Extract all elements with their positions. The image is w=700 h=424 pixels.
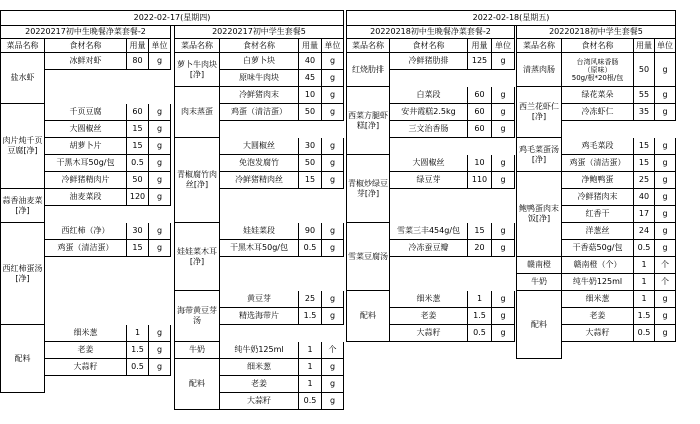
ingredient-unit: g xyxy=(322,376,344,393)
ingredient-name: 细米葱 xyxy=(220,359,299,376)
ingredient-name: 大蒜籽 xyxy=(562,325,634,342)
unit-header: 单位 xyxy=(655,39,676,53)
dish-name: 肉片炖千页 豆腐[净] xyxy=(0,104,45,189)
ingredient-unit: g xyxy=(492,53,515,70)
ingredient-unit: g xyxy=(655,155,676,172)
ingredient-name: 大蒜籽 xyxy=(390,325,468,342)
ingredient-qty: 1 xyxy=(634,257,655,274)
ingredient-qty: 1.5 xyxy=(299,308,322,325)
dish-name-header: 菜品名称 xyxy=(174,39,220,53)
ingredient-unit: g xyxy=(149,104,171,121)
ingredient-name: 油麦菜段 xyxy=(45,189,127,206)
ingredient-unit: 个 xyxy=(655,274,676,291)
ingredient-qty: 15 xyxy=(634,155,655,172)
ingredient-name: 大圆椒丝 xyxy=(390,155,468,172)
dish-name: 西菜方腿虾 糕[净] xyxy=(346,87,390,155)
ingredient-unit: g xyxy=(492,291,515,308)
dish-name: 赣南橙 xyxy=(516,257,562,274)
ingredient-unit: g xyxy=(492,87,515,104)
ingredient-unit: g xyxy=(322,104,344,121)
ingredient-unit: 个 xyxy=(655,257,676,274)
ingredient-name: 洋葱丝 xyxy=(562,223,634,240)
ingredient-name: 干香菇50g/包 xyxy=(562,240,634,257)
dish-name: 肉末蒸蛋 xyxy=(174,87,220,138)
ingredient-qty: 40 xyxy=(634,189,655,206)
ingredient-name: 娃娃菜段 xyxy=(220,223,299,240)
ingredient-qty: 20 xyxy=(468,240,492,257)
date-header-left: 2022-02-17(星期四) xyxy=(0,10,344,26)
dish-name-header: 菜品名称 xyxy=(0,39,45,53)
dish-name: 鸡毛菜蛋汤 [净] xyxy=(516,138,562,172)
dish-name: 牛奶 xyxy=(516,274,562,291)
dish-name: 西兰花虾仁 [净] xyxy=(516,87,562,138)
ingredient-unit: g xyxy=(322,172,344,189)
ingredient-unit: g xyxy=(655,189,676,206)
dish-name: 清蒸肉肠 xyxy=(516,53,562,87)
ingredient-name: 白菜段 xyxy=(390,87,468,104)
ingredient-qty: 80 xyxy=(127,53,149,70)
dish-name: 红烧肋排 xyxy=(346,53,390,87)
ingredient-unit: g xyxy=(322,223,344,240)
ingredient-header: 食材名称 xyxy=(220,39,299,53)
ingredient-qty: 15 xyxy=(127,121,149,138)
ingredient-qty: 90 xyxy=(299,223,322,240)
dish-name: 海带黄豆芽 汤 xyxy=(174,291,220,342)
ingredient-qty: 110 xyxy=(468,172,492,189)
ingredient-qty: 30 xyxy=(127,223,149,240)
ingredient-unit: g xyxy=(492,240,515,257)
ingredient-unit: g xyxy=(322,308,344,325)
ingredient-unit: g xyxy=(322,291,344,308)
ingredient-qty: 25 xyxy=(634,172,655,189)
ingredient-qty: 1 xyxy=(299,359,322,376)
ingredient-name: 精选海带片 xyxy=(220,308,299,325)
ingredient-unit: g xyxy=(322,53,344,70)
ingredient-name: 西红柿（净） xyxy=(45,223,127,240)
ingredient-name: 细米葱 xyxy=(45,325,127,342)
ingredient-qty: 1 xyxy=(299,376,322,393)
ingredient-qty: 60 xyxy=(127,104,149,121)
ingredient-name: 白萝卜块 xyxy=(220,53,299,70)
ingredient-unit: g xyxy=(149,53,171,70)
date-header-right: 2022-02-18(星期五) xyxy=(346,10,676,26)
ingredient-qty: 40 xyxy=(299,53,322,70)
ingredient-unit: g xyxy=(149,138,171,155)
quantity-header: 用量 xyxy=(468,39,492,53)
ingredient-qty: 1.5 xyxy=(634,308,655,325)
ingredient-qty: 0.5 xyxy=(634,240,655,257)
ingredient-name: 绿花菜朵 xyxy=(562,87,634,104)
ingredient-unit: g xyxy=(149,240,171,257)
dish-name: 萝卜牛肉块 [净] xyxy=(174,53,220,87)
ingredient-qty: 0.5 xyxy=(634,325,655,342)
ingredient-qty: 10 xyxy=(468,155,492,172)
ingredient-qty: 50 xyxy=(299,104,322,121)
ingredient-qty: 1 xyxy=(634,274,655,291)
ingredient-name: 纯牛奶125ml xyxy=(220,342,299,359)
ingredient-qty: 0.5 xyxy=(299,240,322,257)
ingredient-qty: 35 xyxy=(634,104,655,121)
ingredient-unit: g xyxy=(492,155,515,172)
ingredient-name: 冷鲜猪肉末 xyxy=(562,189,634,206)
ingredient-qty: 15 xyxy=(299,172,322,189)
ingredient-unit: g xyxy=(492,104,515,121)
ingredient-qty: 15 xyxy=(468,223,492,240)
ingredient-unit: g xyxy=(492,172,515,189)
ingredient-qty: 15 xyxy=(127,138,149,155)
ingredient-qty: 1 xyxy=(299,342,322,359)
ingredient-name: 冷鲜猪肉末 xyxy=(220,87,299,104)
ingredient-qty: 30 xyxy=(299,138,322,155)
ingredient-unit: g xyxy=(322,155,344,172)
ingredient-qty: 60 xyxy=(468,121,492,138)
ingredient-qty: 50 xyxy=(634,53,655,87)
ingredient-name: 黄豆芽 xyxy=(220,291,299,308)
ingredient-name: 雪菜三丰454g/包 xyxy=(390,223,468,240)
menu-title: 20220217初中生晚餐净菜套餐-2 xyxy=(0,26,171,39)
dish-name: 鲍鸭蛋肉末 饭[净] xyxy=(516,172,562,257)
ingredient-name: 细米葱 xyxy=(390,291,468,308)
ingredient-qty: 1 xyxy=(468,291,492,308)
dish-name: 西红柿蛋汤 [净] xyxy=(0,223,45,325)
ingredient-name: 胡萝卜片 xyxy=(45,138,127,155)
quantity-header: 用量 xyxy=(127,39,149,53)
ingredient-name: 大蒜籽 xyxy=(45,359,127,376)
ingredient-name: 冷鲜猪肋排 xyxy=(390,53,468,70)
ingredient-unit: g xyxy=(322,70,344,87)
ingredient-header: 食材名称 xyxy=(390,39,468,53)
ingredient-unit: g xyxy=(655,87,676,104)
ingredient-unit: g xyxy=(655,206,676,223)
dish-name: 雪菜豆腐汤 xyxy=(346,223,390,291)
ingredient-name: 冷鲜猪精肉丝 xyxy=(220,172,299,189)
dish-name: 蒜香油麦菜 [净] xyxy=(0,189,45,223)
ingredient-name: 细米葱 xyxy=(562,291,634,308)
ingredient-name: 台湾风味香肠 （原味） 50g/根*20根/包 xyxy=(562,53,634,87)
ingredient-qty: 1 xyxy=(634,291,655,308)
ingredient-unit: g xyxy=(322,393,344,410)
ingredient-unit: g xyxy=(655,291,676,308)
unit-header: 单位 xyxy=(322,39,344,53)
unit-header: 单位 xyxy=(149,39,171,53)
ingredient-qty: 45 xyxy=(299,70,322,87)
ingredient-unit: 个 xyxy=(322,342,344,359)
ingredient-qty: 0.5 xyxy=(127,155,149,172)
ingredient-unit: g xyxy=(149,342,171,359)
dish-name: 青椒腐竹肉 丝[净] xyxy=(174,138,220,223)
ingredient-qty: 10 xyxy=(299,87,322,104)
dish-name: 娃娃菜木耳 [净] xyxy=(174,223,220,291)
quantity-header: 用量 xyxy=(299,39,322,53)
ingredient-unit: g xyxy=(149,189,171,206)
ingredient-qty: 0.5 xyxy=(299,393,322,410)
dish-name: 配料 xyxy=(0,325,45,393)
ingredient-qty: 15 xyxy=(634,138,655,155)
ingredient-name: 净鲍鸭蛋 xyxy=(562,172,634,189)
dish-name: 配料 xyxy=(174,359,220,410)
ingredient-unit: g xyxy=(322,240,344,257)
dish-name: 盐水虾 xyxy=(0,53,45,104)
ingredient-name: 三文治香肠 xyxy=(390,121,468,138)
dish-name: 牛奶 xyxy=(174,342,220,359)
dish-name-header: 菜品名称 xyxy=(346,39,390,53)
ingredient-unit: g xyxy=(149,325,171,342)
ingredient-unit: g xyxy=(655,138,676,155)
ingredient-qty: 50 xyxy=(127,172,149,189)
ingredient-unit: g xyxy=(149,359,171,376)
menu-title: 20220217初中学生套餐5 xyxy=(174,26,344,39)
ingredient-name: 冰鲜对虾 xyxy=(45,53,127,70)
ingredient-qty: 0.5 xyxy=(468,325,492,342)
ingredient-name: 鸡蛋（清洁蛋） xyxy=(562,155,634,172)
ingredient-qty: 1.5 xyxy=(468,308,492,325)
ingredient-qty: 1.5 xyxy=(127,342,149,359)
ingredient-qty: 25 xyxy=(299,291,322,308)
ingredient-name: 冷鲜猪精肉片 xyxy=(45,172,127,189)
ingredient-name: 干黑木耳50g/包 xyxy=(220,240,299,257)
ingredient-name: 赣南橙（个） xyxy=(562,257,634,274)
dish-name: 配料 xyxy=(346,291,390,342)
menu-title: 20220218初中学生套餐5 xyxy=(516,26,676,39)
ingredient-name: 老姜 xyxy=(220,376,299,393)
ingredient-name: 鸡毛菜段 xyxy=(562,138,634,155)
unit-header: 单位 xyxy=(492,39,515,53)
ingredient-qty: 55 xyxy=(634,87,655,104)
ingredient-unit: g xyxy=(655,308,676,325)
ingredient-qty: 24 xyxy=(634,223,655,240)
ingredient-unit: g xyxy=(149,223,171,240)
ingredient-unit: g xyxy=(655,53,676,87)
quantity-header: 用量 xyxy=(634,39,655,53)
dish-name-header: 菜品名称 xyxy=(516,39,562,53)
ingredient-qty: 120 xyxy=(127,189,149,206)
ingredient-name: 纯牛奶125ml xyxy=(562,274,634,291)
ingredient-unit: g xyxy=(655,172,676,189)
ingredient-unit: g xyxy=(655,240,676,257)
ingredient-name: 安井霞糕2.5kg xyxy=(390,104,468,121)
ingredient-qty: 125 xyxy=(468,53,492,70)
ingredient-name: 鸡蛋（清洁蛋） xyxy=(220,104,299,121)
ingredient-qty: 17 xyxy=(634,206,655,223)
ingredient-name: 老姜 xyxy=(562,308,634,325)
ingredient-name: 大圆椒丝 xyxy=(220,138,299,155)
ingredient-name: 老姜 xyxy=(45,342,127,359)
dish-name: 青椒炒绿豆 芽[净] xyxy=(346,155,390,223)
ingredient-unit: g xyxy=(492,308,515,325)
ingredient-qty: 50 xyxy=(299,155,322,172)
ingredient-unit: g xyxy=(149,155,171,172)
ingredient-unit: g xyxy=(322,87,344,104)
ingredient-header: 食材名称 xyxy=(45,39,127,53)
ingredient-unit: g xyxy=(655,104,676,121)
ingredient-name: 老姜 xyxy=(390,308,468,325)
menu-title: 20220218初中生晚餐净菜套餐-2 xyxy=(346,26,515,39)
ingredient-name: 大蒜籽 xyxy=(220,393,299,410)
ingredient-name: 绿豆芽 xyxy=(390,172,468,189)
ingredient-unit: g xyxy=(322,359,344,376)
ingredient-unit: g xyxy=(492,223,515,240)
ingredient-unit: g xyxy=(655,223,676,240)
ingredient-qty: 1 xyxy=(127,325,149,342)
ingredient-name: 大圆椒丝 xyxy=(45,121,127,138)
ingredient-unit: g xyxy=(149,172,171,189)
ingredient-name: 千页豆腐 xyxy=(45,104,127,121)
ingredient-qty: 0.5 xyxy=(127,359,149,376)
ingredient-name: 免泡发腐竹 xyxy=(220,155,299,172)
ingredient-header: 食材名称 xyxy=(562,39,634,53)
dish-name: 配料 xyxy=(516,291,562,359)
ingredient-qty: 15 xyxy=(127,240,149,257)
ingredient-unit: g xyxy=(322,138,344,155)
ingredient-name: 冷冻虾仁 xyxy=(562,104,634,121)
ingredient-unit: g xyxy=(492,121,515,138)
ingredient-name: 原味牛肉块 xyxy=(220,70,299,87)
ingredient-name: 干黑木耳50g/包 xyxy=(45,155,127,172)
ingredient-name: 红香干 xyxy=(562,206,634,223)
ingredient-qty: 60 xyxy=(468,104,492,121)
ingredient-unit: g xyxy=(655,325,676,342)
ingredient-unit: g xyxy=(149,121,171,138)
ingredient-name: 冷冻蚕豆瓣 xyxy=(390,240,468,257)
ingredient-qty: 60 xyxy=(468,87,492,104)
ingredient-unit: g xyxy=(492,325,515,342)
ingredient-name: 鸡蛋（清洁蛋） xyxy=(45,240,127,257)
